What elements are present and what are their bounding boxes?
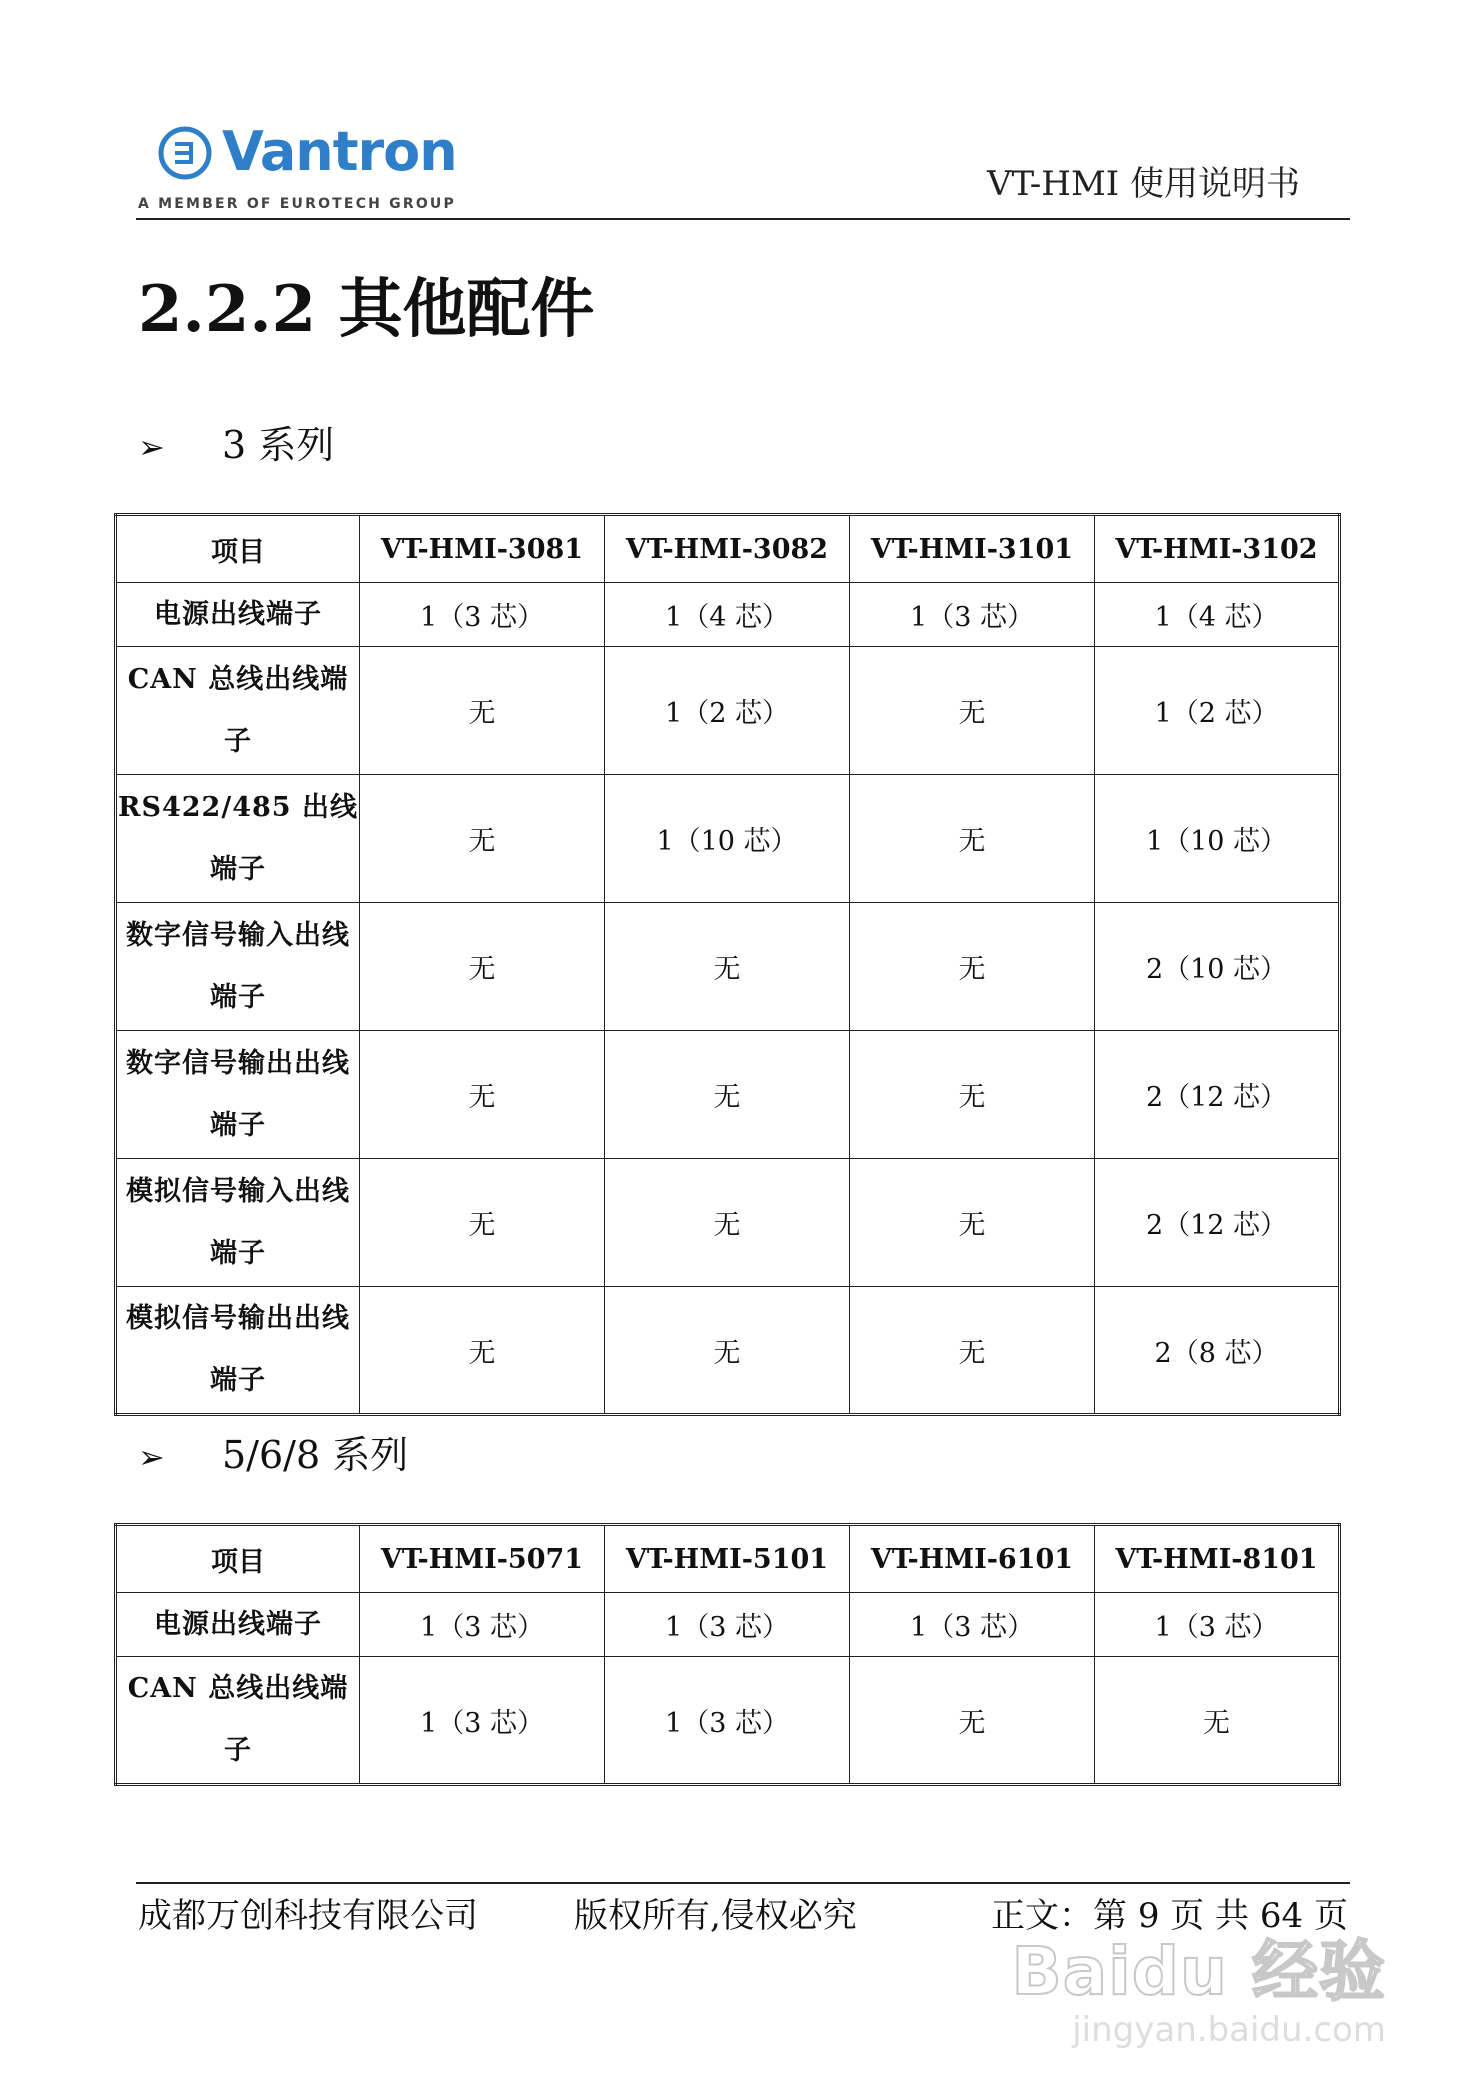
row-label: RS422/485 出线端子	[116, 775, 360, 903]
table-cell: 1（3 芯）	[850, 583, 1095, 647]
table-cell: 无	[605, 903, 850, 1031]
row-label: 电源出线端子	[116, 583, 360, 647]
footer-divider	[136, 1882, 1350, 1884]
footer-company: 成都万创科技有限公司	[138, 1896, 478, 1936]
column-header: VT-HMI-3102	[1095, 515, 1340, 583]
column-header: VT-HMI-3082	[605, 515, 850, 583]
table-row	[116, 903, 1340, 1031]
table-cell: 1（3 芯）	[850, 1593, 1095, 1657]
series-568-table	[114, 1523, 1341, 1786]
table-cell: 无	[850, 1287, 1095, 1415]
series-3-bullet	[138, 414, 334, 469]
column-header: VT-HMI-3081	[360, 515, 605, 583]
table-row	[116, 1287, 1340, 1415]
table-cell: 1（3 芯）	[605, 1593, 850, 1657]
table-cell: 1（2 芯）	[605, 647, 850, 775]
table-cell: 无	[850, 903, 1095, 1031]
table-cell: 1（3 芯）	[360, 583, 605, 647]
table-cell: 无	[605, 1287, 850, 1415]
table-row	[116, 583, 1340, 647]
table-row	[116, 1159, 1340, 1287]
table-cell: 1（3 芯）	[605, 1657, 850, 1785]
table-cell: 无	[360, 1159, 605, 1287]
arrow-bullet-icon: ➢	[138, 428, 165, 466]
table-cell: 无	[850, 1657, 1095, 1785]
table-cell: 无	[605, 1031, 850, 1159]
table-cell: 无	[850, 1031, 1095, 1159]
series-3-label: 3 系列	[222, 423, 335, 467]
row-label: 模拟信号输入出线端子	[116, 1159, 360, 1287]
series-3-table	[114, 513, 1341, 1416]
table-cell: 无	[1095, 1657, 1340, 1785]
table-row	[116, 1657, 1340, 1785]
table-cell: 1（4 芯）	[1095, 583, 1340, 647]
table-cell: 2（8 芯）	[1095, 1287, 1340, 1415]
column-header: VT-HMI-6101	[850, 1525, 1095, 1593]
table-cell: 1（2 芯）	[1095, 647, 1340, 775]
table-row	[116, 1593, 1340, 1657]
table-row	[116, 1031, 1340, 1159]
row-label: 数字信号输出出线端子	[116, 1031, 360, 1159]
baidu-watermark	[1011, 1918, 1386, 2068]
row-label: CAN 总线出线端子	[116, 647, 360, 775]
table-cell: 无	[850, 775, 1095, 903]
column-header: 项目	[116, 1525, 360, 1593]
footer-page-number: 正文：第 9 页 共 64 页	[991, 1896, 1348, 1936]
row-label: 模拟信号输出出线端子	[116, 1287, 360, 1415]
document-title: VT-HMI 使用说明书	[986, 164, 1300, 204]
footer-copyright: 版权所有,侵权必究	[574, 1896, 857, 1936]
table-row	[116, 647, 1340, 775]
table-cell: 2（10 芯）	[1095, 903, 1340, 1031]
table-header-row	[116, 515, 1340, 583]
column-header: VT-HMI-5101	[605, 1525, 850, 1593]
table-cell: 无	[360, 1031, 605, 1159]
table-cell: 无	[850, 647, 1095, 775]
section-heading: 2.2.2 其他配件	[138, 272, 595, 347]
vantron-logo-icon	[158, 126, 212, 180]
column-header: VT-HMI-3101	[850, 515, 1095, 583]
table-cell: 2（12 芯）	[1095, 1031, 1340, 1159]
logo-wordmark: Vantron	[222, 120, 457, 183]
table-cell: 无	[360, 775, 605, 903]
column-header: VT-HMI-5071	[360, 1525, 605, 1593]
table-cell: 1（3 芯）	[360, 1657, 605, 1785]
row-label: 数字信号输入出线端子	[116, 903, 360, 1031]
series-568-label: 5/6/8 系列	[222, 1433, 409, 1477]
column-header: VT-HMI-8101	[1095, 1525, 1340, 1593]
table-header-row	[116, 1525, 1340, 1593]
row-label: 电源出线端子	[116, 1593, 360, 1657]
table-cell: 无	[360, 903, 605, 1031]
table-cell: 无	[850, 1159, 1095, 1287]
vantron-logo	[138, 120, 457, 216]
table-cell: 无	[360, 1287, 605, 1415]
table-cell: 1（3 芯）	[1095, 1593, 1340, 1657]
watermark-url: jingyan.baidu.com	[1072, 2010, 1386, 2050]
table-cell: 1（4 芯）	[605, 583, 850, 647]
row-label: CAN 总线出线端子	[116, 1657, 360, 1785]
arrow-bullet-icon: ➢	[138, 1438, 165, 1476]
table-cell: 1（3 芯）	[360, 1593, 605, 1657]
watermark-main-text: Baidu 经验	[1011, 1933, 1386, 2010]
table-cell: 1（10 芯）	[1095, 775, 1340, 903]
table-cell: 1（10 芯）	[605, 775, 850, 903]
table-cell: 无	[605, 1159, 850, 1287]
table-row	[116, 775, 1340, 903]
series-568-bullet	[138, 1424, 408, 1479]
table-cell: 2（12 芯）	[1095, 1159, 1340, 1287]
logo-tagline: A MEMBER OF EUROTECH GROUP	[138, 196, 456, 212]
column-header: 项目	[116, 515, 360, 583]
header-divider	[136, 218, 1350, 220]
table-cell: 无	[360, 647, 605, 775]
